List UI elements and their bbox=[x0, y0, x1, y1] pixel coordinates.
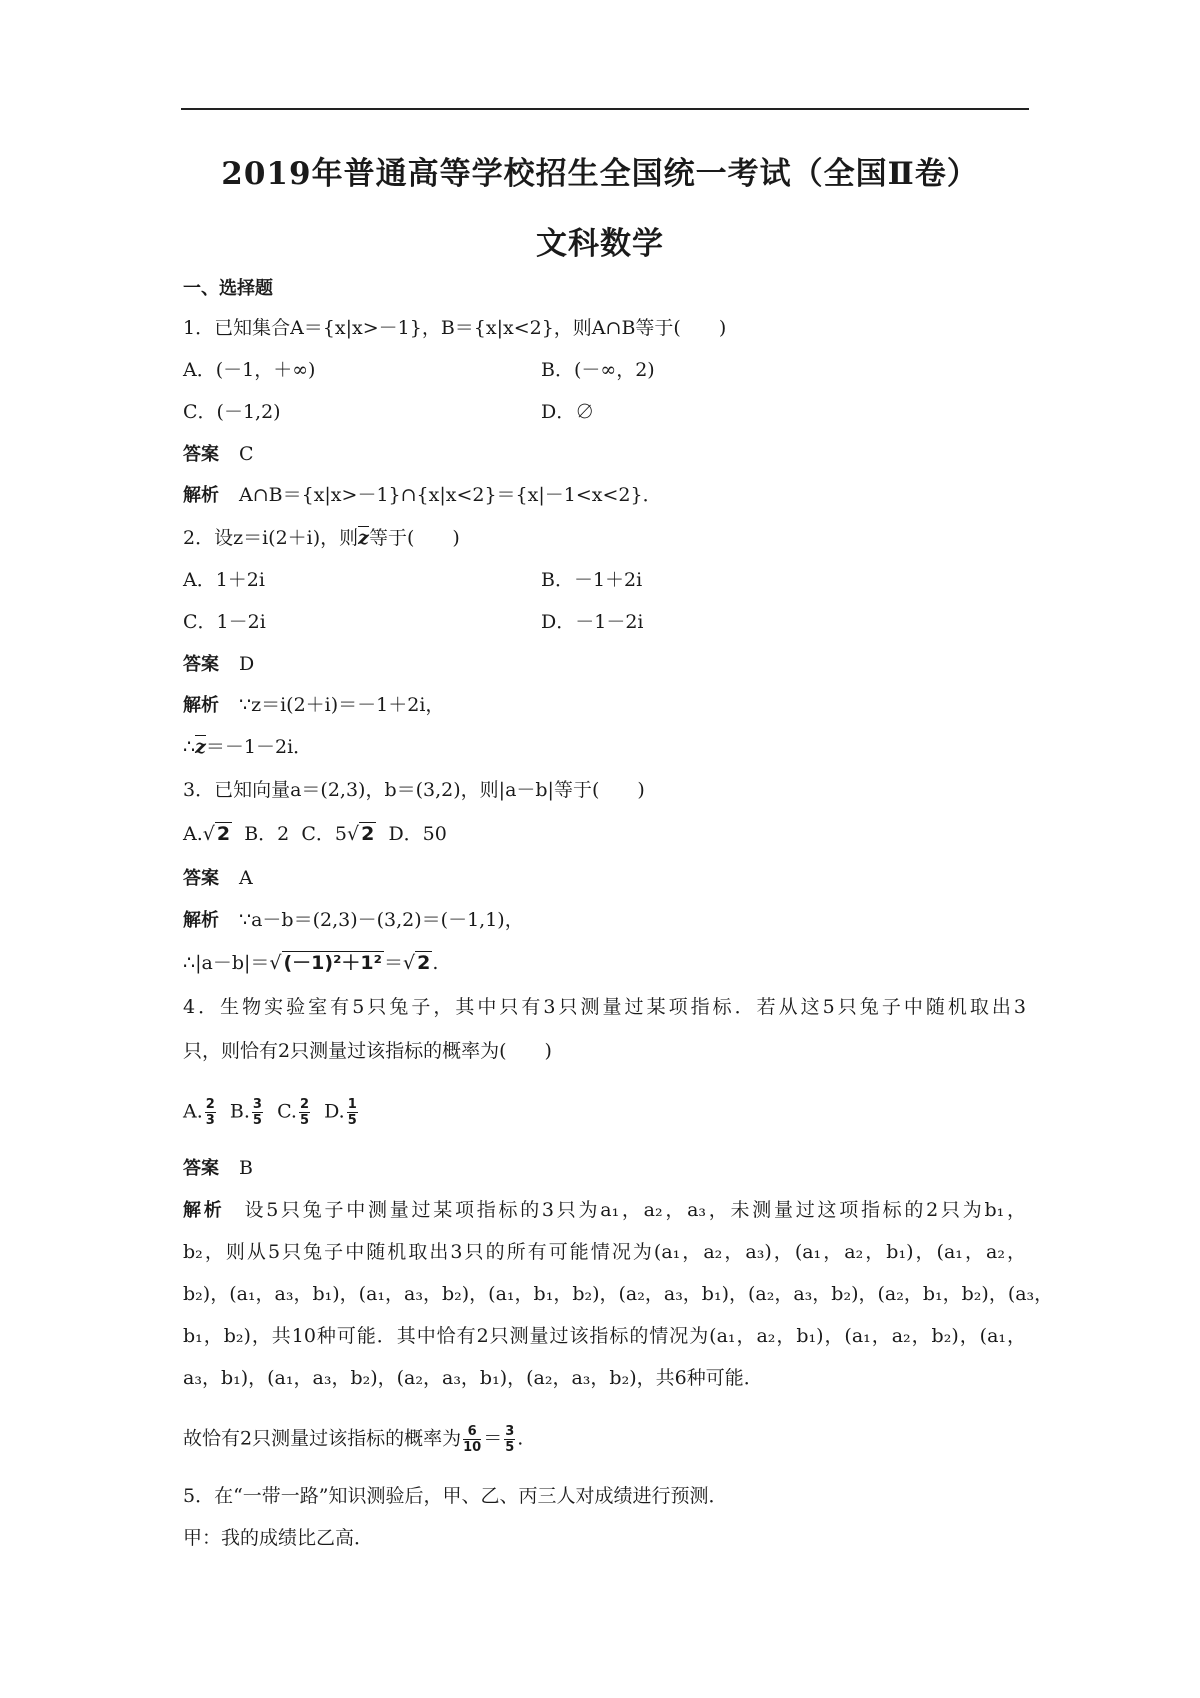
q1-answer bbox=[183, 442, 254, 467]
q3-option-c-radicand: 2 bbox=[361, 823, 375, 845]
analysis-label: 解析 bbox=[183, 695, 219, 716]
q3-analysis-equals: ＝ bbox=[383, 952, 403, 974]
q3-options bbox=[183, 822, 447, 846]
analysis-label: 解析 bbox=[183, 910, 219, 931]
q2-conjugate-z: z bbox=[358, 527, 369, 549]
q1-analysis-text: A∩B＝{x|x>－1}∩{x|x<2}＝{x|－1<x<2}． bbox=[239, 484, 662, 506]
answer-label: 答案 bbox=[183, 654, 219, 675]
q2-answer bbox=[183, 652, 254, 677]
exam-title: 2019年普通高等学校招生全国统一考试（全国Ⅱ卷） bbox=[221, 156, 979, 192]
q4-f1-den: 10 bbox=[463, 1440, 482, 1455]
q4-options bbox=[183, 1098, 360, 1127]
q3-analysis-line1: ∵a－b＝(2,3)－(3,2)＝(－1,1)， bbox=[239, 909, 524, 931]
q4-conclusion-end: . bbox=[517, 1427, 524, 1450]
q4-option-a-den: 3 bbox=[205, 1113, 215, 1128]
q2-conjugate-z-result: z bbox=[195, 736, 206, 758]
q3-analysis bbox=[183, 908, 524, 933]
q3-option-d: D．50 bbox=[388, 823, 447, 845]
q4-f1-num: 6 bbox=[463, 1425, 481, 1440]
q1-option-d: D．∅ bbox=[541, 401, 595, 423]
q4-analysis-line4: b₁，b₂)，共10种可能．其中恰有2只测量过该指标的情况为(a₁，a₂，b₁)，(a₁，a₂，b₂)，(a₁， bbox=[183, 1325, 1026, 1347]
q1-option-a: A．(－1，＋∞) bbox=[183, 359, 316, 381]
q2-option-d: D．－1－2i bbox=[541, 611, 644, 633]
q3-option-a-sqrt: √ 2 bbox=[202, 823, 231, 845]
answer-label: 答案 bbox=[183, 1158, 219, 1179]
q2-stem-before: 2．设z＝i(2＋i)，则 bbox=[183, 527, 359, 549]
q2-analysis-line1: ∵z＝i(2＋i)＝－1＋2i， bbox=[239, 694, 445, 716]
q4-analysis-text-1: 设5只兔子中测量过某项指标的3只为a₁，a₂，a₃，未测量过这项指标的2只为b₁， bbox=[244, 1199, 1026, 1221]
q2-answer-value: D bbox=[239, 653, 255, 675]
q4-option-b-num: 3 bbox=[252, 1097, 262, 1112]
q1-option-b: B．(－∞，2) bbox=[541, 359, 655, 381]
q4-option-d-den: 5 bbox=[347, 1113, 357, 1128]
q4-f2-den: 5 bbox=[505, 1440, 515, 1455]
q4-conclusion bbox=[183, 1425, 523, 1454]
q1-answer-value: C bbox=[239, 443, 254, 465]
q4-analysis-line3: b₂)，(a₁，a₃，b₁)，(a₁，a₃，b₂)，(a₁，b₁，b₂)，(a₂，a₃，b₁)，(a₂，a₃，b₂)，(a₂，b₁，b₂)，(a₃， bbox=[183, 1283, 1054, 1305]
q3-analysis-radicand1: (－1)²＋1² bbox=[283, 952, 382, 974]
analysis-label: 解析 bbox=[183, 485, 219, 506]
q4-analysis-line5: a₃，b₁)，(a₁，a₃，b₂)，(a₂，a₃，b₁)，(a₂，a₃，b₂)，共6种可能． bbox=[183, 1367, 763, 1389]
q4-option-b-den: 5 bbox=[252, 1113, 262, 1128]
q2-analysis-line2 bbox=[183, 735, 312, 759]
q3-answer bbox=[183, 866, 253, 891]
q2-stem-after: 等于( ) bbox=[368, 527, 460, 549]
q3-option-a-radicand: 2 bbox=[216, 823, 231, 845]
q3-option-c-sqrt: √ 2 bbox=[347, 823, 375, 845]
answer-label: 答案 bbox=[183, 444, 219, 465]
q4-conclusion-fraction1 bbox=[463, 1425, 481, 1454]
exam-subtitle: 文科数学 bbox=[536, 226, 664, 262]
q2-option-b: B．－1＋2i bbox=[541, 569, 643, 591]
q4-option-c-den: 5 bbox=[299, 1113, 310, 1128]
q3-analysis-line2 bbox=[183, 951, 438, 975]
q1-stem: 1．已知集合A＝{x|x>－1}，B＝{x|x<2}，则A∩B等于( ) bbox=[183, 317, 727, 339]
q4-option-c-label: C. bbox=[277, 1100, 297, 1123]
q2-analysis bbox=[183, 693, 444, 718]
q4-option-d-num: 1 bbox=[347, 1097, 357, 1112]
q4-option-d-label: D. bbox=[324, 1100, 345, 1123]
q2-stem bbox=[183, 526, 460, 550]
section-heading: 一、选择题 bbox=[183, 278, 273, 299]
q4-option-d-fraction bbox=[347, 1098, 358, 1127]
q3-answer-value: A bbox=[239, 867, 253, 889]
q3-option-c: C．5 bbox=[301, 823, 347, 845]
analysis-label: 解析 bbox=[183, 1200, 225, 1221]
q4-option-b-fraction bbox=[252, 1098, 263, 1127]
q3-analysis-sqrt2: √ 2 bbox=[402, 952, 431, 974]
q4-f2-num: 3 bbox=[505, 1424, 515, 1439]
q4-stem-line2: 只，则恰有2只测量过该指标的概率为( ) bbox=[183, 1040, 552, 1062]
q2-option-a: A．1＋2i bbox=[183, 569, 265, 591]
q3-analysis-end: . bbox=[432, 952, 439, 974]
q4-option-b-label: B. bbox=[229, 1100, 250, 1123]
q4-option-c-num: 2 bbox=[299, 1097, 310, 1112]
q4-answer-value: B bbox=[239, 1157, 253, 1179]
header-rule bbox=[181, 108, 1029, 110]
q4-option-a-num: 2 bbox=[205, 1097, 215, 1112]
q4-analysis-line2: b₂，则从5只兔子中随机取出3只的所有可能情况为(a₁，a₂，a₃)，(a₁，a₂，b₁)，(a₁，a₂， bbox=[183, 1241, 1026, 1263]
q4-answer bbox=[183, 1156, 253, 1181]
q2-analysis-line2-rest: ＝－1－2i． bbox=[205, 736, 313, 758]
q4-stem-line1: 4．生物实验室有5只兔子，其中只有3只测量过某项指标．若从这5只兔子中随机取出3 bbox=[183, 996, 1026, 1018]
q4-conclusion-fraction2 bbox=[504, 1425, 515, 1454]
q5-line2: 甲：我的成绩比乙高． bbox=[183, 1527, 374, 1549]
therefore-symbol: ∴ bbox=[183, 736, 196, 758]
q4-option-a-fraction bbox=[205, 1098, 216, 1127]
q4-conclusion-equals: ＝ bbox=[483, 1427, 503, 1450]
q5-stem: 5．在“一带一路”知识测验后，甲、乙、丙三人对成绩进行预测． bbox=[183, 1485, 728, 1507]
q1-analysis bbox=[183, 483, 662, 508]
q3-stem: 3．已知向量a＝(2,3)，b＝(3,2)，则|a－b|等于( ) bbox=[183, 779, 645, 801]
q3-option-b: B．2 bbox=[244, 823, 290, 845]
q4-conclusion-text: 故恰有2只测量过该指标的概率为 bbox=[183, 1427, 462, 1450]
q3-analysis-prefix: ∴|a－b|＝ bbox=[183, 952, 270, 974]
answer-label: 答案 bbox=[183, 868, 219, 889]
q4-option-a-label: A. bbox=[183, 1100, 203, 1123]
q1-option-c: C．(－1,2) bbox=[183, 401, 281, 423]
q2-option-c: C．1－2i bbox=[183, 611, 266, 633]
q3-analysis-radicand2: 2 bbox=[417, 952, 431, 974]
q3-option-a-label: A. bbox=[183, 823, 203, 845]
q4-option-c-fraction bbox=[299, 1098, 310, 1127]
q3-analysis-sqrt1: √ (－1)²＋1² bbox=[269, 952, 382, 974]
q4-analysis-line1 bbox=[183, 1198, 1026, 1223]
